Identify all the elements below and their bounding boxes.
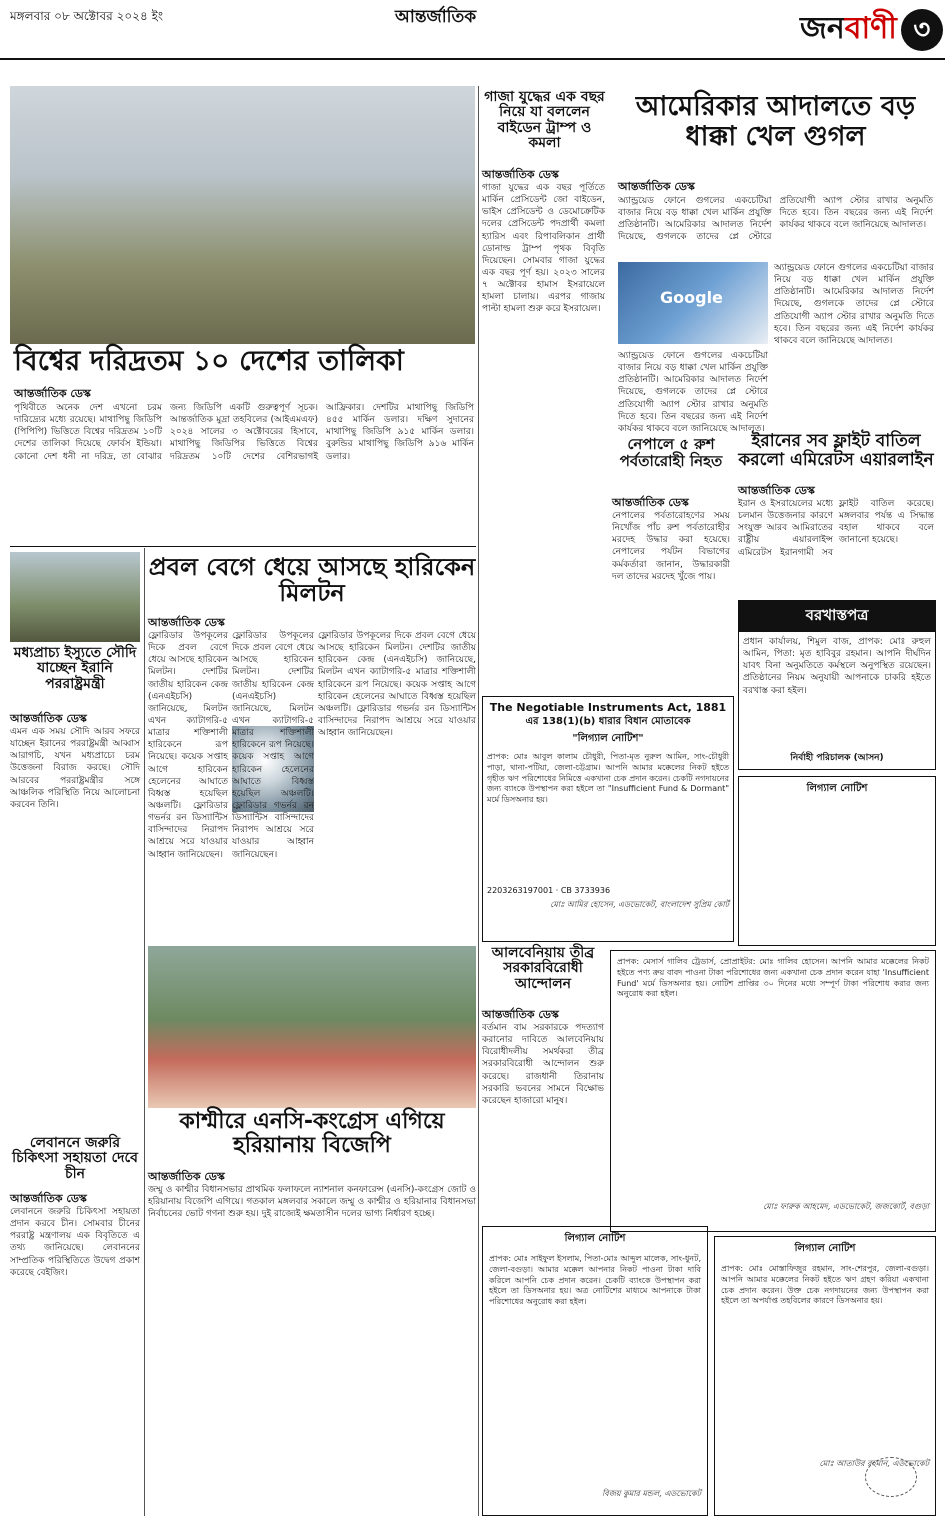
legal-notice-1-title: লিগ্যাল নোটিশ <box>806 783 868 794</box>
ni-act-cheque-no: CB 3733936 <box>560 886 611 895</box>
ni-act-signature: মোঃ আমির হোসেন, এডভোকেট, বাংলাদেশ সুপ্রিম কোর্ট <box>550 900 729 909</box>
legal-notice-2-title: লিগ্যাল নোটিশ <box>564 1233 626 1244</box>
google-body-cont2: অ্যান্ড্রয়েড ফোনে গুগলের একচেটিয়া বাজার নিয়ে বড় ধাক্কা খেল মার্কিন প্রযুক্তি প্রতিষ্ঠানটি। আমেরিকার আদালত নির্দেশ দিয়েছে, গুগলকে তাদের প্লে স্টোরে প্রতিযোগী অ্যাপ স্টোর রাখার অনুমতি দিতে হবে। তিন বছরের জন্য এই নির্দেশ কার্যকর থাকবে বলে জানিয়েছে আদালত। <box>618 351 768 434</box>
issue-date: মঙ্গলবার ০৮ অক্টোবর ২০২৪ ইং <box>10 9 163 23</box>
notice-stamp <box>865 1457 917 1497</box>
legal-notice-3-body: প্রাপক: মোঃ মোস্তাফিজুর রহমান, সাং-শেরপুর, জেলা-বগুড়া। আপনি আমার মক্কেলের নিকট হইতে ঋণ গ্রহণ করিয়া একখানা চেক প্রদান করেন। উক্ত চেক নগদায়নের জন্য উপস্থাপন করা হইলে তা অপর্যাপ্ত তহবিলের কারণে ডিসঅনার হয়। <box>721 1264 929 1306</box>
poverty-headline: বিশ্বের দরিদ্রতম ১০ দেশের তালিকা <box>14 344 404 377</box>
milton-byline: আন্তর্জাতিক ডেস্ক <box>148 616 225 629</box>
logo-text-part2: বাণী <box>844 11 897 46</box>
legal-notice-2 <box>482 1226 708 1516</box>
dismissal-body: প্রধান কার্যালয়, শিমুল বাজ, প্রাপক: মোঃ রুহুল আমিন, পিতা: মৃত হাবিবুর রহমান। আপনি দীর্ঘদিন যাবৎ বিনা অনুমতিতে কর্মস্থলে অনুপস্থিত রয়েছেন। প্রতিষ্ঠানের নিয়ম অনুযায়ী আপনাকে চাকরি হইতে বরখাস্ত করা হইল। <box>743 637 931 696</box>
ni-act-refs: 2203263197001 · CB 3733936 <box>487 886 611 895</box>
legal-notice-1-signature: মোঃ ফারুক আহমেদ, এডভোকেট, জজকোর্ট, বগুড়া <box>763 1202 929 1211</box>
poverty-byline: আন্তর্জাতিক ডেস্ক <box>14 387 91 400</box>
google-headline: আমেরিকার আদালতে বড় ধাক্কা খেল গুগল <box>635 91 916 152</box>
ni-act-notice <box>482 696 734 942</box>
section-title: আন্তর্জাতিক <box>395 7 477 27</box>
logo-text-part1: জন <box>800 11 845 46</box>
ni-act-title: The Negotiable Instruments Act, 1881 <box>489 701 727 714</box>
milton-headline: প্রবল বেগে ধেয়ে আসছে হারিকেন মিলটন <box>148 553 476 608</box>
nepal-body: নেপালের পর্বতারোহণের সময় নিখোঁজ পাঁচ রুশ পর্বতারোহীর মরদেহ উদ্ধার করা হয়েছে। নেপালের পর্যটন বিভাগের কর্মকর্তারা জানান, উদ্ধারকারী দল তাদের মরদেহ খুঁজে পায়। <box>612 511 730 582</box>
section-rule-1 <box>10 546 476 547</box>
legal-notice-3-title: লিগ্যাল নোটিশ <box>794 1243 856 1254</box>
legal-notice-2-signature: বিজয় কুমার মন্ডল, এডভোকেট <box>602 1489 701 1498</box>
albania-byline: আন্তর্জাতিক ডেস্ক <box>482 1008 559 1021</box>
emirates-byline: আন্তর্জাতিক ডেস্ক <box>738 484 815 497</box>
gaza-byline: আন্তর্জাতিক ডেস্ক <box>482 168 559 181</box>
gaza-body: গাজা যুদ্ধের এক বছর পূর্তিতে মার্কিন প্রেসিডেন্ট জো বাইডেন, ভাইস প্রেসিডেন্ট ও ডেমোক্রেটিক দলের প্রেসিডেন্ট পদপ্রার্থী কমলা হ্যারিস এবং রিপাবলিকান প্রার্থী ডোনাল্ড ট্রাম্প পৃথক বিবৃতি দিয়েছেন। সোমবার গাজা যুদ্ধের এক বছর পূর্ণ হয়। ২০২৩ সালের ৭ অক্টোবর হামাস ইসরায়েলে হামলা চালায়। এরপর গাজায় পাল্টা হামলা শুরু করে ইসরায়েল। <box>482 183 605 315</box>
nepal-headline: নেপালে ৫ রুশ পর্বতারোহী নিহত <box>619 435 723 470</box>
lebanon-body: লেবাননে জরুরি চিকিৎসা সহায়তা প্রদান করবে চীন। সোমবার চীনের পররাষ্ট্র মন্ত্রণালয় এক বিবৃতিতে এ তথ্য জানিয়েছে। লেবাননের সাম্প্রতিক পরিস্থিতিতে উদ্বেগ প্রকাশ করেছে বেইজিং। <box>10 1207 140 1278</box>
dismissal-footer: নির্বাহী পরিচালক (আসন) <box>790 753 884 763</box>
masthead-logo <box>800 4 943 55</box>
legal-notice-1-header <box>738 776 936 946</box>
column-divider-2 <box>144 548 145 1516</box>
page-number: ৩ <box>901 9 943 51</box>
emirates-headline: ইরানের সব ফ্লাইট বাতিল করলো এমিরেটস এয়ারলাইন <box>738 431 934 470</box>
kashmir-photo <box>148 946 476 1108</box>
legal-notice-3-signature: মোঃ আতাউর রহমান, এডভোকেট <box>819 1459 929 1468</box>
google-body: অ্যান্ড্রয়েড ফোনে গুগলের একচেটিয়া বাজার নিয়ে বড় ধাক্কা খেল মার্কিন প্রযুক্তি প্রতিষ্ঠানটি। আমেরিকার আদালত নির্দেশ দিয়েছে, গুগলকে তাদের প্লে স্টোরে প্রতিযোগী অ্যাপ স্টোর রাখার অনুমতি দিতে হবে। তিন বছরের জন্য এই নির্দেশ কার্যকর থাকবে বলে জানিয়েছে আদালত। <box>618 196 933 243</box>
google-body-cont: অ্যান্ড্রয়েড ফোনে গুগলের একচেটিয়া বাজার নিয়ে বড় ধাক্কা খেল মার্কিন প্রযুক্তি প্রতিষ্ঠানটি। আমেরিকার আদালত নির্দেশ দিয়েছে, গুগলকে তাদের প্লে স্টোরে প্রতিযোগী অ্যাপ স্টোর রাখার অনুমতি দিতে হবে। তিন বছরের জন্য এই নির্দেশ কার্যকর থাকবে বলে জানিয়েছে আদালত। <box>774 263 934 346</box>
nepal-byline: আন্তর্জাতিক ডেস্ক <box>612 496 689 509</box>
iran-fm-byline: আন্তর্জাতিক ডেস্ক <box>10 712 87 725</box>
legal-notice-1 <box>610 950 936 1232</box>
emirates-body: ইরান ও ইসরায়েলের মধ্যে চলমান উত্তেজনার কারণে সংযুক্ত আরব আমিরাতের রাষ্ট্রীয় এয়ারলাইন্স এমিরেটস ইরানগামী সব ফ্লাইট বাতিল করেছে। মঙ্গলবার পর্যন্ত এ সিদ্ধান্ত বহাল থাকবে বলে জানানো হয়েছে। <box>738 499 934 558</box>
gaza-headline: গাজা যুদ্ধের এক বছর নিয়ে যা বললেন বাইডেন ট্রাম্প ও কমলা <box>484 89 605 152</box>
kashmir-headline: কাশ্মীরে এনসি-কংগ্রেস এগিয়ে হরিয়ানায় বিজেপি <box>179 1109 445 1159</box>
poverty-photo <box>10 86 475 344</box>
milton-body-col3: ফ্লোরিডার উপকূলের দিকে প্রবল বেগে ধেয়ে আসছে হারিকেন মিলটন। দেশটির জাতীয় হারিকেন কেন্দ্র (এনএইচসি) জানিয়েছে, মিলটন এখন ক্যাটাগরি-৫ মাত্রার শক্তিশালী হারিকেনে রূপ নিয়েছে। কয়েক সপ্তাহ আগে হারিকেন হেলেনের আঘাতে বিধ্বস্ত হয়েছিল অঞ্চলটি। ফ্লোরিডার গভর্নর রন ডিস্যান্টিস বাসিন্দাদের নিরাপদ আশ্রয়ে সরে যাওয়ার আহ্বান জানিয়েছেন। <box>318 631 476 739</box>
iran-fm-body: এমন এক সময় সৌদি আরব সফরে যাচ্ছেন ইরানের পররাষ্ট্রমন্ত্রী আব্বাস আরাগচি, যখন মধ্যপ্রাচ্যে চরম উত্তেজনা বিরাজ করছে। সৌদি আরবের পররাষ্ট্রমন্ত্রীর সঙ্গে আঞ্চলিক পরিস্থিতি নিয়ে আলোচনা করবেন তিনি। <box>10 727 140 810</box>
lebanon-headline: লেবাননে জরুরি চিকিৎসা সহায়তা দেবে চীন <box>12 1135 138 1182</box>
ni-act-body: প্রাপক: মোঃ আবুল কালাম চৌধুরী, পিতা-মৃত নুরুল আমিন, সাং-চৌধুরী পাড়া, থানা-পটিয়া, জেলা-চট্টগ্রাম। আপনি আমার মক্কেলের নিকট হইতে গৃহীত ঋণ পরিশোধের নিমিত্তে একখানা চেক প্রদান করেন। চেকটি নগদায়নের জন্য ব্যাংকে উপস্থাপন করা হইলে তা "Insufficient Fund & Dormant" মর্মে ডিসঅনার হয়। <box>487 752 729 805</box>
milton-body-col1: ফ্লোরিডার উপকূলের দিকে প্রবল বেগে ধেয়ে আসছে হারিকেন মিলটন। দেশটির জাতীয় হারিকেন কেন্দ্র (এনএইচসি) জানিয়েছে, মিলটন এখন ক্যাটাগরি-৫ মাত্রার শক্তিশালী হারিকেনে রূপ নিয়েছে। কয়েক সপ্তাহ আগে হারিকেন হেলেনের আঘাতে বিধ্বস্ত হয়েছিল অঞ্চলটি। ফ্লোরিডার গভর্নর রন ডিস্যান্টিস বাসিন্দাদের নিরাপদ আশ্রয়ে সরে যাওয়ার আহ্বান জানিয়েছেন। <box>148 631 228 860</box>
kashmir-body: জম্মু ও কাশ্মীর বিধানসভার প্রাথমিক ফলাফলে ন্যাশনাল কনফারেন্স (এনসি)-কংগ্রেস জোট ও হরিয়ানায় বিজেপি এগিয়ে। গতকাল মঙ্গলবার সকালে জম্মু ও কাশ্মীর ও হরিয়ানার বিধানসভা নির্বাচনের ভোট গণনা শুরু হয়। দুই রাজ্যেই ক্ষমতাসীন দলের ভাগ্য নির্ধারণ হচ্ছে। <box>148 1185 476 1220</box>
column-divider-1 <box>478 86 479 1516</box>
albania-headline: আলবেনিয়ায় তীব্র সরকারবিরোধী আন্দোলন <box>491 945 595 992</box>
lebanon-byline: আন্তর্জাতিক ডেস্ক <box>10 1192 87 1205</box>
google-sign-text: Google <box>660 288 723 307</box>
albania-body: বর্তমান বাম সরকারকে পদত্যাগ করানোর দাবিতে আলবেনিয়ায় বিরোধীদলীয় সমর্থকরা তীব্র সরকারবিরোধী আন্দোলন শুরু করেছে। রাজধানী তিরানায় সরকারি ভবনের সামনে বিক্ষোভ করেছেন হাজারো মানুষ। <box>482 1023 604 1106</box>
poverty-body: পৃথিবীতে অনেক দেশ এখনো চরম দারিদ্র্যের মধ্যে রয়েছে। মাথাপিছু জিডিপি (পিপিপি) ভিত্তিতে বিশ্বের দরিদ্রতম ১০টি দেশের তালিকা দিয়েছে ফোর্বস ইন্ডিয়া। কোনো দেশ ধনী না দরিদ্র, তা বোঝার জন্য জিডিপি একটি গুরুত্বপূর্ণ সূচক। আন্তর্জাতিক মুদ্রা তহবিলের (আইএমএফ) ২০২৪ সালের ৩ অক্টোবরের হিসাবে, মাথাপিছু জিডিপির ভিত্তিতে বিশ্বের দরিদ্রতম ১০টি দেশের বেশিরভাগই আফ্রিকার। দেশটির মাথাপিছু জিডিপি ৪৫৫ মার্কিন ডলার। দক্ষিণ সুদানের মাথাপিছু জিডিপি ৯১৫ মার্কিন ডলার। বুরুন্ডির মাথাপিছু জিডিপি ৯১৬ মার্কিন ডলার। <box>14 403 474 462</box>
legal-notice-2-body: প্রাপক: মোঃ সাইফুল ইসলাম, পিতা-মোঃ আব্দুল মালেক, সাং-ধুনট, জেলা-বগুড়া। আমার মক্কেল আপনার নিকট পাওনা টাকা দাবি করিলে আপনি চেক প্রদান করেন। চেকটি ব্যাংকে উপস্থাপন করা হইলে তা ডিসঅনার হয়। অত্র নোটিশের মাধ্যমে আপনাকে টাকা পরিশোধের অনুরোধ করা হইল। <box>489 1254 701 1307</box>
legal-notice-1-body: প্রাপক: মেসার্স গালিব ট্রেডার্স, প্রোপ্রাইটর: মোঃ গালিব হোসেন। আপনি আমার মক্কেলের নিকট হইতে পণ্য ক্রয় বাবদ পাওনা টাকা পরিশোধের জন্য একখানা চেক প্রদান করেন যাহা 'Insufficient Fund' মর্মে ডিসঅনার হয়। নোটিশ প্রাপ্তির ৩০ দিনের মধ্যে সম্পূর্ণ টাকা পরিশোধ করার জন্য অনুরোধ করা হইল। <box>617 957 929 999</box>
ni-act-label: "লিগ্যাল নোটিশ" <box>572 733 644 744</box>
dismissal-notice <box>738 600 936 770</box>
iran-fm-photo <box>10 552 140 642</box>
google-photo <box>618 262 768 344</box>
header-rule <box>0 58 945 60</box>
milton-body-col2: ফ্লোরিডার উপকূলের দিকে প্রবল বেগে ধেয়ে আসছে হারিকেন মিলটন। দেশটির জাতীয় হারিকেন কেন্দ্র (এনএইচসি) জানিয়েছে, মিলটন এখন ক্যাটাগরি-৫ মাত্রার শক্তিশালী হারিকেনে রূপ নিয়েছে। কয়েক সপ্তাহ আগে হারিকেন হেলেনের আঘাতে বিধ্বস্ত হয়েছিল অঞ্চলটি। ফ্লোরিডার গভর্নর রন ডিস্যান্টিস বাসিন্দাদের নিরাপদ আশ্রয়ে সরে যাওয়ার আহ্বান জানিয়েছেন। <box>232 631 314 860</box>
legal-notice-3 <box>714 1236 936 1516</box>
ni-act-subtitle: এর 138(1)(b) ধারার বিধান মোতাবেক <box>525 716 691 727</box>
iran-fm-headline: মধ্যপ্রাচ্য ইস্যুতে সৌদি যাচ্ছেন ইরানি পররাষ্ট্রমন্ত্রী <box>13 645 137 692</box>
ni-act-account: 2203263197001 <box>487 886 554 895</box>
google-byline: আন্তর্জাতিক ডেস্ক <box>618 180 695 193</box>
dismissal-title: বরখাস্তপত্র <box>739 601 935 632</box>
kashmir-byline: আন্তর্জাতিক ডেস্ক <box>148 1170 225 1183</box>
